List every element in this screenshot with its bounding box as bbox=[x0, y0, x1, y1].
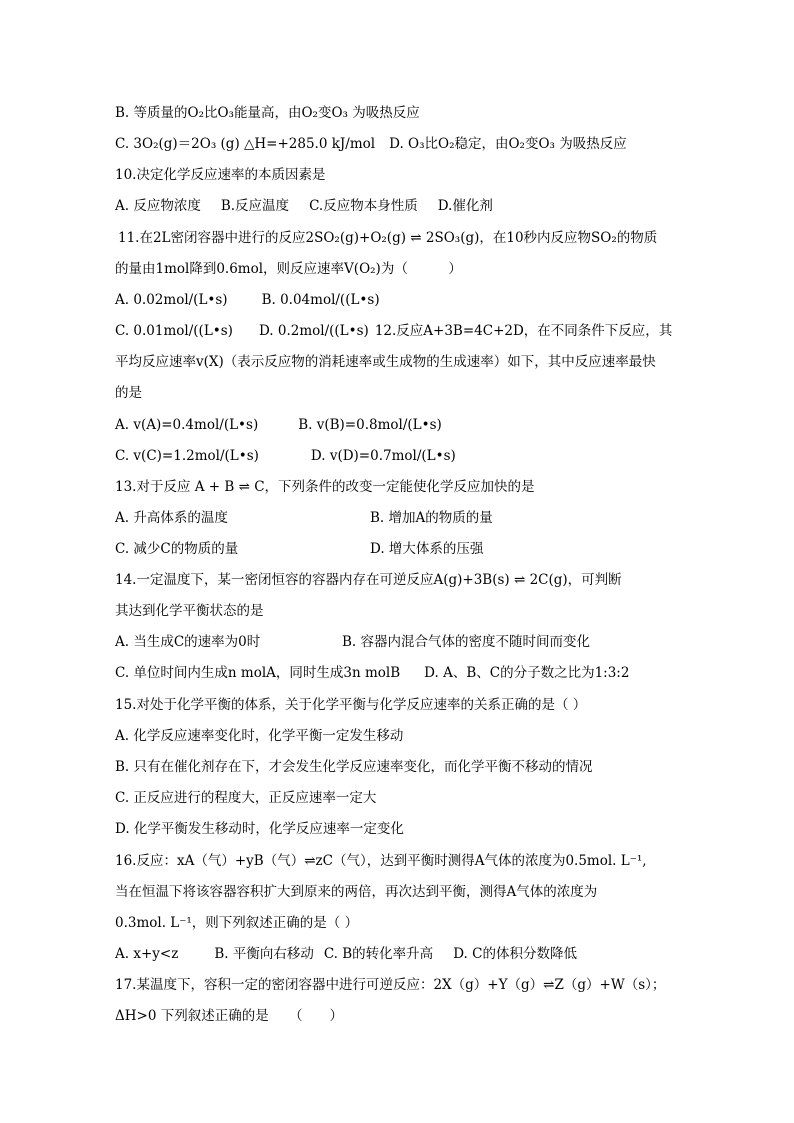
q12-option-d: D. v(D)=0.7mol/(L•s) bbox=[310, 448, 456, 464]
q14-option-b: B. 容器内混合气体的密度不随时间而变化 bbox=[342, 634, 591, 650]
q14-option-a: A. 当生成C的速率为0时 bbox=[115, 634, 261, 650]
q15-option-c: C. 正反应进行的程度大，正反应速率一定大 bbox=[115, 790, 377, 806]
q16-stem-line1: 16.反应：xA（气）+yB（气）⇌zC（气），达到平衡时测得A气体的浓度为0.5mol. L⁻¹, bbox=[115, 853, 647, 869]
q9-option-d: D. O₃比O₂稳定，由O₂变O₃ 为吸热反应 bbox=[389, 136, 627, 152]
q12-option-c: C. v(C)=1.2mol/(L•s) bbox=[115, 448, 259, 464]
q13-options-ab-row bbox=[115, 508, 493, 528]
q13-option-b: B. 增加A的物质的量 bbox=[370, 510, 493, 526]
q12-options-ab-row bbox=[115, 415, 442, 435]
q12-option-a: A. v(A)=0.4mol/(L•s) bbox=[115, 417, 259, 433]
q16-stem-line3: 0.3mol. L⁻¹，则下列叙述正确的是（ ） bbox=[115, 915, 359, 931]
q14-stem-line2: 其达到化学平衡状态的是 bbox=[115, 603, 264, 619]
q12-stem-line2: 平均反应速率v(X)（表示反应物的消耗速率或生成物的生成速率）如下，其中反应速率最快 bbox=[115, 354, 656, 370]
q13-option-a: A. 升高体系的温度 bbox=[115, 510, 228, 526]
q16-options-row bbox=[115, 944, 577, 964]
q14-option-d: D. A、B、C的分子数之比为1:3:2 bbox=[424, 665, 630, 681]
q17-stem-line2: ΔH>0 下列叙述正确的是 （ ） bbox=[115, 1008, 343, 1024]
q15-option-a: A. 化学反应速率变化时，化学平衡一定发生移动 bbox=[115, 728, 404, 744]
q13-stem: 13.对于反应 A + B ⇌ C，下列条件的改变一定能使化学反应加快的是 bbox=[115, 479, 535, 495]
q11-option-b: B. 0.04mol/((L•s) bbox=[261, 292, 380, 308]
q11-options-cd-row bbox=[115, 321, 672, 341]
q12-options-cd-row bbox=[115, 446, 456, 466]
q9-option-c: C. 3O₂(g)＝2O₃ (g) △H=+285.0 kJ/mol bbox=[115, 136, 376, 152]
q9-options-cd-row bbox=[115, 134, 627, 154]
q13-options-cd-row bbox=[115, 539, 483, 559]
q13-option-c: C. 减少C的物质的量 bbox=[115, 541, 239, 557]
q10-option-a: A. 反应物浓度 bbox=[115, 198, 201, 214]
q13-option-d: D. 增大体系的压强 bbox=[370, 541, 484, 557]
q16-option-b: B. 平衡向右移动 bbox=[214, 946, 314, 962]
q12-stem-line3: 的是 bbox=[115, 385, 142, 401]
q11-option-a: A. 0.02mol/(L•s) bbox=[115, 292, 228, 308]
q16-option-a: A. x+y<z bbox=[115, 946, 179, 962]
q11-stem-line1: 11.在2L密闭容器中进行的反应2SO₂(g)+O₂(g) ⇌ 2SO₃(g)，在10秒内反应物SO₂的物质 bbox=[118, 230, 658, 246]
q16-stem-line2: 当在恒温下将该容器容积扩大到原来的两倍，再次达到平衡，测得A气体的浓度为 bbox=[115, 884, 598, 900]
q14-options-ab-row bbox=[115, 632, 590, 652]
q12-stem-line1: 12.反应A+3B=4C+2D，在不同条件下反应，其 bbox=[374, 323, 673, 339]
q10-option-b: B.反应温度 bbox=[220, 198, 290, 214]
q10-stem: 10.决定化学反应速率的本质因素是 bbox=[115, 167, 326, 183]
q12-option-b: B. v(B)=0.8mol/(L•s) bbox=[298, 417, 442, 433]
q15-stem: 15.对处于化学平衡的体系，关于化学平衡与化学反应速率的关系正确的是（ ） bbox=[115, 697, 587, 713]
q11-option-c: C. 0.01mol/((L•s) bbox=[115, 323, 233, 339]
q14-stem-line1: 14.一定温度下，某一密闭恒容的容器内存在可逆反应A(g)+3B(s) ⇌ 2C(g)，可判断 bbox=[115, 572, 622, 588]
q14-option-c: C. 单位时间内生成n molA，同时生成3n molB bbox=[115, 665, 401, 681]
q16-option-c: C. B的转化率升高 bbox=[323, 946, 434, 962]
q10-options-row bbox=[115, 196, 493, 216]
q17-stem-line1: 17.某温度下，容积一定的密闭容器中进行可逆反应：2X（g）+Y（g）⇌Z（g）+W（s）； bbox=[115, 977, 666, 993]
q15-option-d: D. 化学平衡发生移动时，化学反应速率一定变化 bbox=[115, 821, 404, 837]
q10-option-d: D.催化剂 bbox=[437, 198, 493, 214]
q9-option-b: B. 等质量的O₂比O₃能量高，由O₂变O₃ 为吸热反应 bbox=[115, 105, 420, 121]
q11-option-d: D. 0.2mol/((L•s) bbox=[258, 323, 369, 339]
q10-option-c: C.反应物本身性质 bbox=[309, 198, 418, 214]
q15-option-b: B. 只有在催化剂存在下，才会发生化学反应速率变化，而化学平衡不移动的情况 bbox=[115, 759, 593, 775]
q14-options-cd-row bbox=[115, 663, 629, 683]
q11-options-ab-row bbox=[115, 290, 380, 310]
q16-option-d: D. C的体积分数降低 bbox=[453, 946, 577, 962]
q11-stem-line2: 的量由1mol降到0.6mol，则反应速率V(O₂)为（ ） bbox=[115, 261, 462, 277]
